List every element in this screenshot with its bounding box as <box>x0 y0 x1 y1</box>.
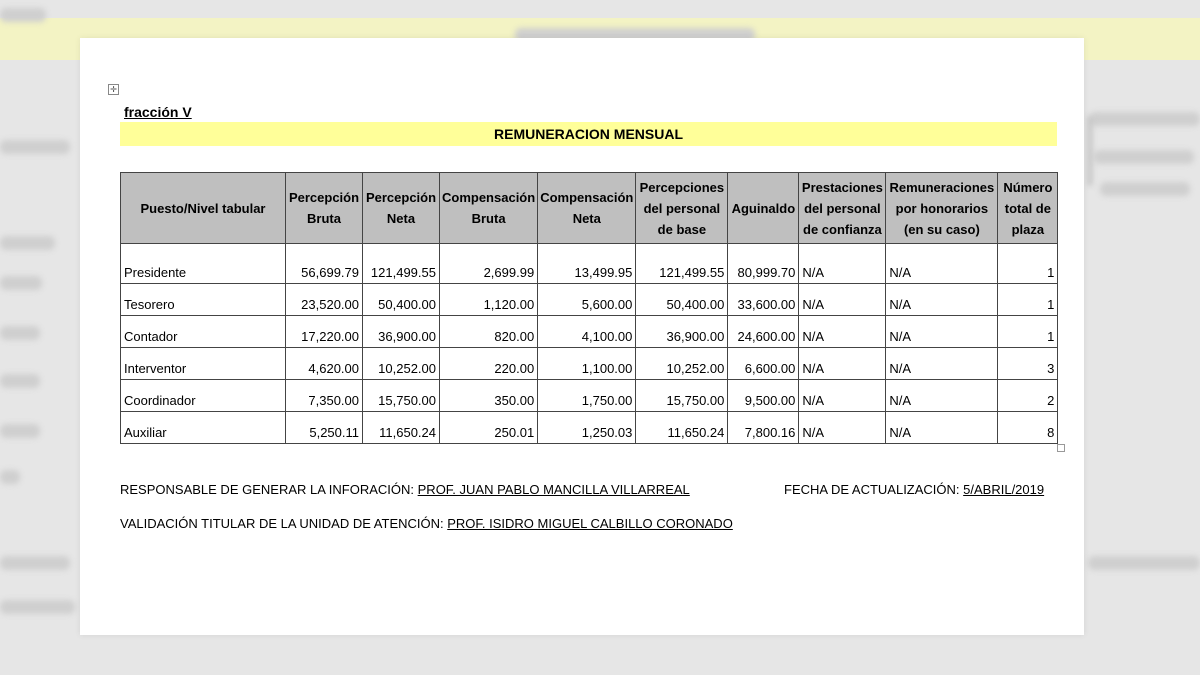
cell-value: 2 <box>998 380 1058 412</box>
cell-value: 11,650.24 <box>636 412 728 444</box>
table-row <box>121 412 1058 444</box>
cell-value: 17,220.00 <box>286 316 363 348</box>
cell-value: 2,699.99 <box>440 244 538 284</box>
remuneration-table <box>120 172 1058 444</box>
cell-value: N/A <box>886 244 998 284</box>
cell-value: 1 <box>998 244 1058 284</box>
cell-value: N/A <box>886 316 998 348</box>
cell-value: 23,520.00 <box>286 284 363 316</box>
cell-value: 80,999.70 <box>728 244 799 284</box>
table-move-handle-icon[interactable]: ✛ <box>108 84 119 95</box>
cell-value: 220.00 <box>440 348 538 380</box>
table-row <box>121 380 1058 412</box>
cell-value: 10,252.00 <box>636 348 728 380</box>
column-header: Número total de plaza <box>998 173 1058 244</box>
cell-value: 6,600.00 <box>728 348 799 380</box>
validacion-line <box>120 516 733 531</box>
table-title: REMUNERACION MENSUAL <box>494 126 683 142</box>
cell-value: 11,650.24 <box>363 412 440 444</box>
column-header: Remuneraciones por honorarios (en su caso) <box>886 173 998 244</box>
cell-value: N/A <box>799 348 886 380</box>
cell-value: 5,600.00 <box>538 284 636 316</box>
cell-value: 1,120.00 <box>440 284 538 316</box>
table-row <box>121 316 1058 348</box>
cell-value: N/A <box>886 348 998 380</box>
cell-value: N/A <box>799 244 886 284</box>
cell-value: N/A <box>799 316 886 348</box>
cell-puesto: Auxiliar <box>121 412 286 444</box>
cell-value: 7,350.00 <box>286 380 363 412</box>
validacion-label: VALIDACIÓN TITULAR DE LA UNIDAD DE ATENCIÓN: <box>120 516 448 531</box>
section-label: fracción V <box>124 104 192 120</box>
cell-value: 36,900.00 <box>636 316 728 348</box>
column-header: Percepciones del personal de base <box>636 173 728 244</box>
cell-value: 121,499.55 <box>636 244 728 284</box>
column-header: Aguinaldo <box>728 173 799 244</box>
cell-value: 250.01 <box>440 412 538 444</box>
cell-value: 1 <box>998 316 1058 348</box>
cell-value: 3 <box>998 348 1058 380</box>
responsable-value: PROF. JUAN PABLO MANCILLA VILLARREAL <box>417 482 690 497</box>
fecha-value: 5/ABRIL/2019 <box>963 482 1045 497</box>
cell-value: 121,499.55 <box>363 244 440 284</box>
cell-puesto: Tesorero <box>121 284 286 316</box>
responsable-line <box>120 482 690 497</box>
cell-value: 7,800.16 <box>728 412 799 444</box>
column-header: Puesto/Nivel tabular <box>121 173 286 244</box>
column-header: Compensación Neta <box>538 173 636 244</box>
cell-value: N/A <box>799 380 886 412</box>
cell-value: N/A <box>886 284 998 316</box>
cell-value: 15,750.00 <box>363 380 440 412</box>
document-page <box>80 38 1084 635</box>
column-header: Percepción Neta <box>363 173 440 244</box>
cell-value: 820.00 <box>440 316 538 348</box>
cell-value: 56,699.79 <box>286 244 363 284</box>
cell-puesto: Contador <box>121 316 286 348</box>
cell-value: N/A <box>886 380 998 412</box>
cell-value: 36,900.00 <box>363 316 440 348</box>
cell-value: 5,250.11 <box>286 412 363 444</box>
cell-value: 1,100.00 <box>538 348 636 380</box>
cell-value: 4,100.00 <box>538 316 636 348</box>
table-header-row <box>121 173 1058 244</box>
cell-puesto: Interventor <box>121 348 286 380</box>
cell-value: N/A <box>886 412 998 444</box>
cell-puesto: Coordinador <box>121 380 286 412</box>
cell-value: 50,400.00 <box>363 284 440 316</box>
table-resize-handle[interactable] <box>1057 444 1065 452</box>
cell-value: 350.00 <box>440 380 538 412</box>
validacion-value: PROF. ISIDRO MIGUEL CALBILLO CORONADO <box>447 516 733 531</box>
cell-value: 33,600.00 <box>728 284 799 316</box>
cell-value: 13,499.95 <box>538 244 636 284</box>
cell-value: 15,750.00 <box>636 380 728 412</box>
cell-value: 1,250.03 <box>538 412 636 444</box>
table-row <box>121 244 1058 284</box>
cell-puesto: Presidente <box>121 244 286 284</box>
fecha-label: FECHA DE ACTUALIZACIÓN: <box>784 482 964 497</box>
cell-value: 50,400.00 <box>636 284 728 316</box>
cell-value: N/A <box>799 284 886 316</box>
cell-value: 4,620.00 <box>286 348 363 380</box>
column-header: Compensación Bruta <box>440 173 538 244</box>
cell-value: 9,500.00 <box>728 380 799 412</box>
column-header: Percepción Bruta <box>286 173 363 244</box>
column-header: Prestaciones del personal de confianza <box>799 173 886 244</box>
responsable-label: RESPONSABLE DE GENERAR LA INFORACIÓN: <box>120 482 418 497</box>
cell-value: 10,252.00 <box>363 348 440 380</box>
cell-value: 1 <box>998 284 1058 316</box>
cell-value: 1,750.00 <box>538 380 636 412</box>
cell-value: 8 <box>998 412 1058 444</box>
cell-value: N/A <box>799 412 886 444</box>
title-band <box>120 122 1057 146</box>
cell-value: 24,600.00 <box>728 316 799 348</box>
table-row <box>121 284 1058 316</box>
table-row <box>121 348 1058 380</box>
fecha-line <box>784 482 1044 497</box>
